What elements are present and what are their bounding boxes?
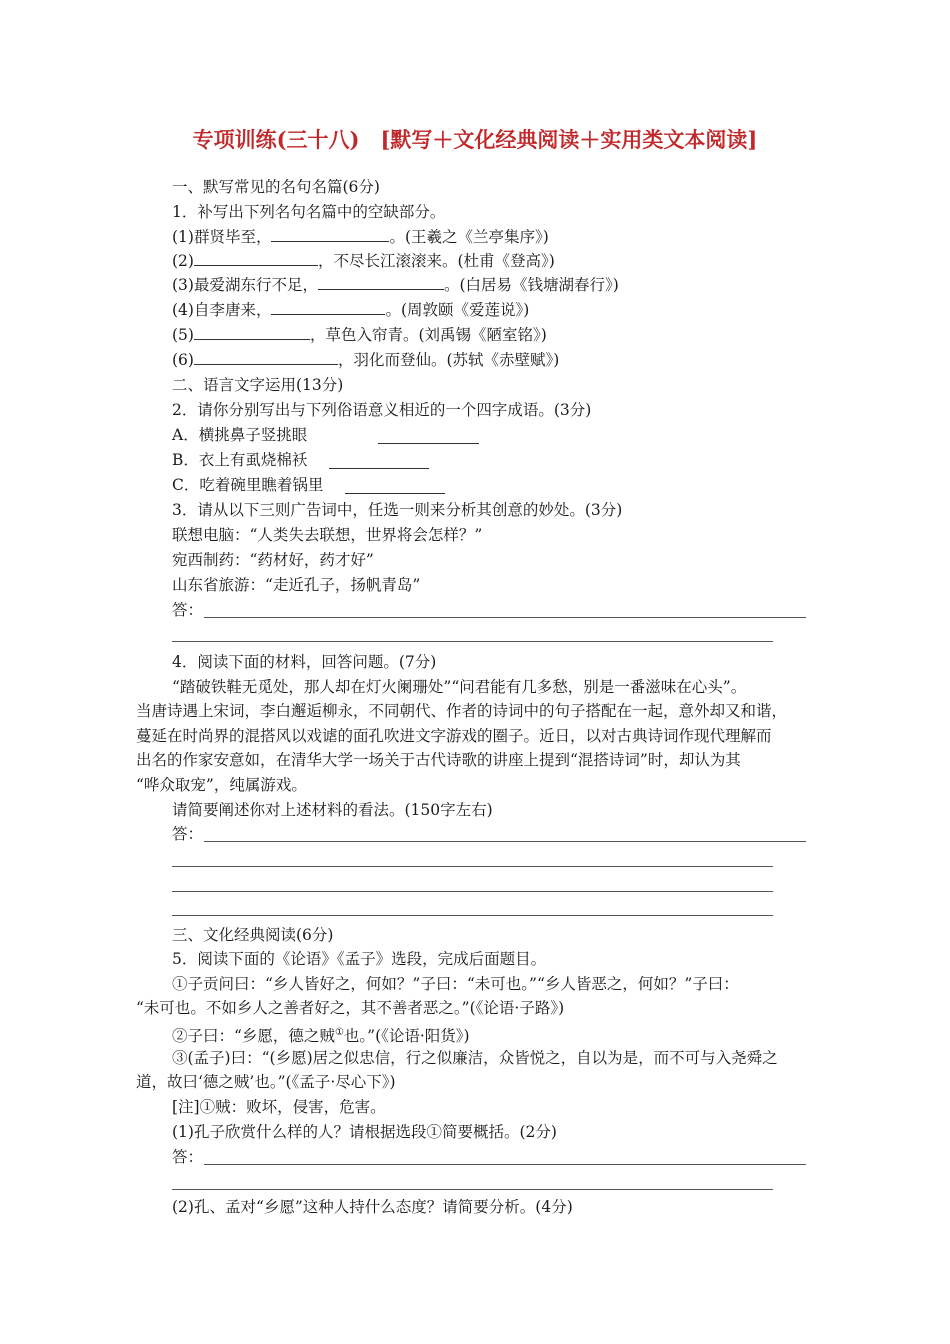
fill-pre: (6) [172,351,194,369]
q4-para-line: “哗众取宠”，纯属游戏。 [136,776,307,794]
q4-para-line: 当唐诗遇上宋词，李白邂逅柳永，不同朝代、作者的诗词中的句子搭配在一起，意外却又和谐， [136,702,788,720]
question-4: 4．阅读下面的材料，回答问题。(7分) [172,653,437,671]
fill-item-5 [172,324,547,346]
fill-item-3 [172,274,619,296]
fill-item-6 [172,349,559,371]
idiom-item-c [172,474,323,496]
ad-1: 联想电脑：“人类失去联想，世界将会怎样？” [172,526,483,544]
subquestion-1: (1)孔子欣赏什么样的人？请根据选段①简要概括。(2分) [172,1123,557,1141]
answer-blank[interactable] [194,325,310,340]
fill-pre: (3)最爱湖东行不足， [172,276,318,294]
idiom-item-a [172,424,307,446]
answer-label: 答： [172,825,204,843]
fill-item-2 [172,250,555,272]
idiom-text: C．吃着碗里瞧着锅里 [172,476,324,494]
answer-blank[interactable] [378,429,479,444]
footnote: [注]①贼：败坏，侵害，危害。 [172,1098,386,1116]
answer-label: 答： [172,601,204,619]
q4-para-line: “踏破铁鞋无觅处，那人却在灯火阑珊处”“问君能有几多愁，别是一番滋味在心头”。 [172,678,747,696]
question-5: 5．阅读下面的《论语》《孟子》选段，完成后面题目。 [172,950,547,968]
answer-line[interactable] [172,641,773,642]
excerpt-2-text: ②子曰：“乡愿，德之贼 [172,1027,335,1046]
excerpt-1-line: “未可也。不如乡人之善者好之，其不善者恶之。”(《论语·子路》) [136,999,565,1017]
answer-blank[interactable] [318,275,444,290]
q4-ask: 请简要阐述你对上述材料的看法。(150字左右) [172,801,493,819]
answer-line[interactable] [204,841,806,842]
question-2: 2．请你分别写出与下列俗语意义相近的一个四字成语。(3分) [172,401,592,419]
fill-pre: (5) [172,326,194,344]
answer-blank[interactable] [271,300,385,315]
fill-post: ，不尽长江滚滚来。(杜甫《登高》) [317,252,555,270]
fill-post: 。(王羲之《兰亭集序》) [389,228,549,246]
answer-blank[interactable] [271,227,389,242]
fill-item-4 [172,299,529,321]
excerpt-2 [172,1022,470,1047]
fill-post: ，草色入帘青。(刘禹锡《陋室铭》) [309,326,547,344]
answer-blank[interactable] [194,251,318,266]
section-heading-3: 三、文化经典阅读(6分) [172,926,334,944]
ad-2: 宛西制药：“药材好，药才好” [172,551,374,569]
question-1: 1．补写出下列名句名篇中的空缺部分。 [172,203,446,221]
q4-para-line: 蔓延在时尚界的混搭风以戏谑的面孔吹进文字游戏的圈子。近日，以对古典诗词作现代理解而 [136,727,772,745]
idiom-text: B．衣上有虱烧棉袄 [172,451,308,469]
question-3: 3．请从以下三则广告词中，任选一则来分析其创意的妙处。(3分) [172,501,623,519]
excerpt-2-text: 也。”(《论语·阳货》) [343,1027,470,1046]
section-heading-2: 二、语言文字运用(13分) [172,376,344,394]
answer-blank[interactable] [345,479,445,494]
answer-line[interactable] [204,1164,806,1165]
answer-line[interactable] [172,866,773,867]
fill-item-1 [172,226,549,248]
answer-line[interactable] [172,891,773,892]
idiom-text: A．横挑鼻子竖挑眼 [172,426,308,444]
answer-line[interactable] [204,617,806,618]
fill-post: ，羽化而登仙。(苏轼《赤壁赋》) [337,351,560,369]
answer-line[interactable] [172,1189,773,1190]
fill-post: 。(白居易《钱塘湖春行》) [443,276,619,294]
answer-blank[interactable] [194,350,338,365]
excerpt-1-line: ①子贡问曰：“乡人皆好之，何如？”子曰：“未可也。”“乡人皆恶之，何如？”子曰： [172,975,739,993]
fill-post: 。(周敦颐《爱莲说》) [385,301,530,319]
fill-pre: (4)自李唐来， [172,301,272,319]
footnote-marker: ① [334,1027,344,1038]
q4-para-line: 出名的作家安意如，在清华大学一场关于古代诗歌的讲座上提到“混搭诗词”时，却认为其 [136,751,741,769]
answer-label: 答： [172,1148,204,1166]
fill-pre: (1)群贤毕至， [172,228,272,246]
excerpt-3-line: 道，故曰‘德之贼’也。”(《孟子·尽心下》) [136,1073,396,1091]
answer-blank[interactable] [329,454,429,469]
ad-3: 山东省旅游：“走近孔子，扬帆青岛” [172,576,421,594]
answer-line[interactable] [172,915,773,916]
section-heading-1: 一、默写常见的名句名篇(6分) [172,178,380,196]
excerpt-3-line: ③(孟子)曰：“(乡愿)居之似忠信，行之似廉洁，众皆悦之，自以为是，而不可与入尧舜之 [172,1049,778,1067]
subquestion-2: (2)孔、孟对“乡愿”这种人持什么态度？请简要分析。(4分) [172,1198,573,1216]
page-title: 专项训练(三十八) [默写＋文化经典阅读＋实用类文本阅读] [192,127,758,152]
fill-pre: (2) [172,252,194,270]
idiom-item-b [172,449,307,471]
